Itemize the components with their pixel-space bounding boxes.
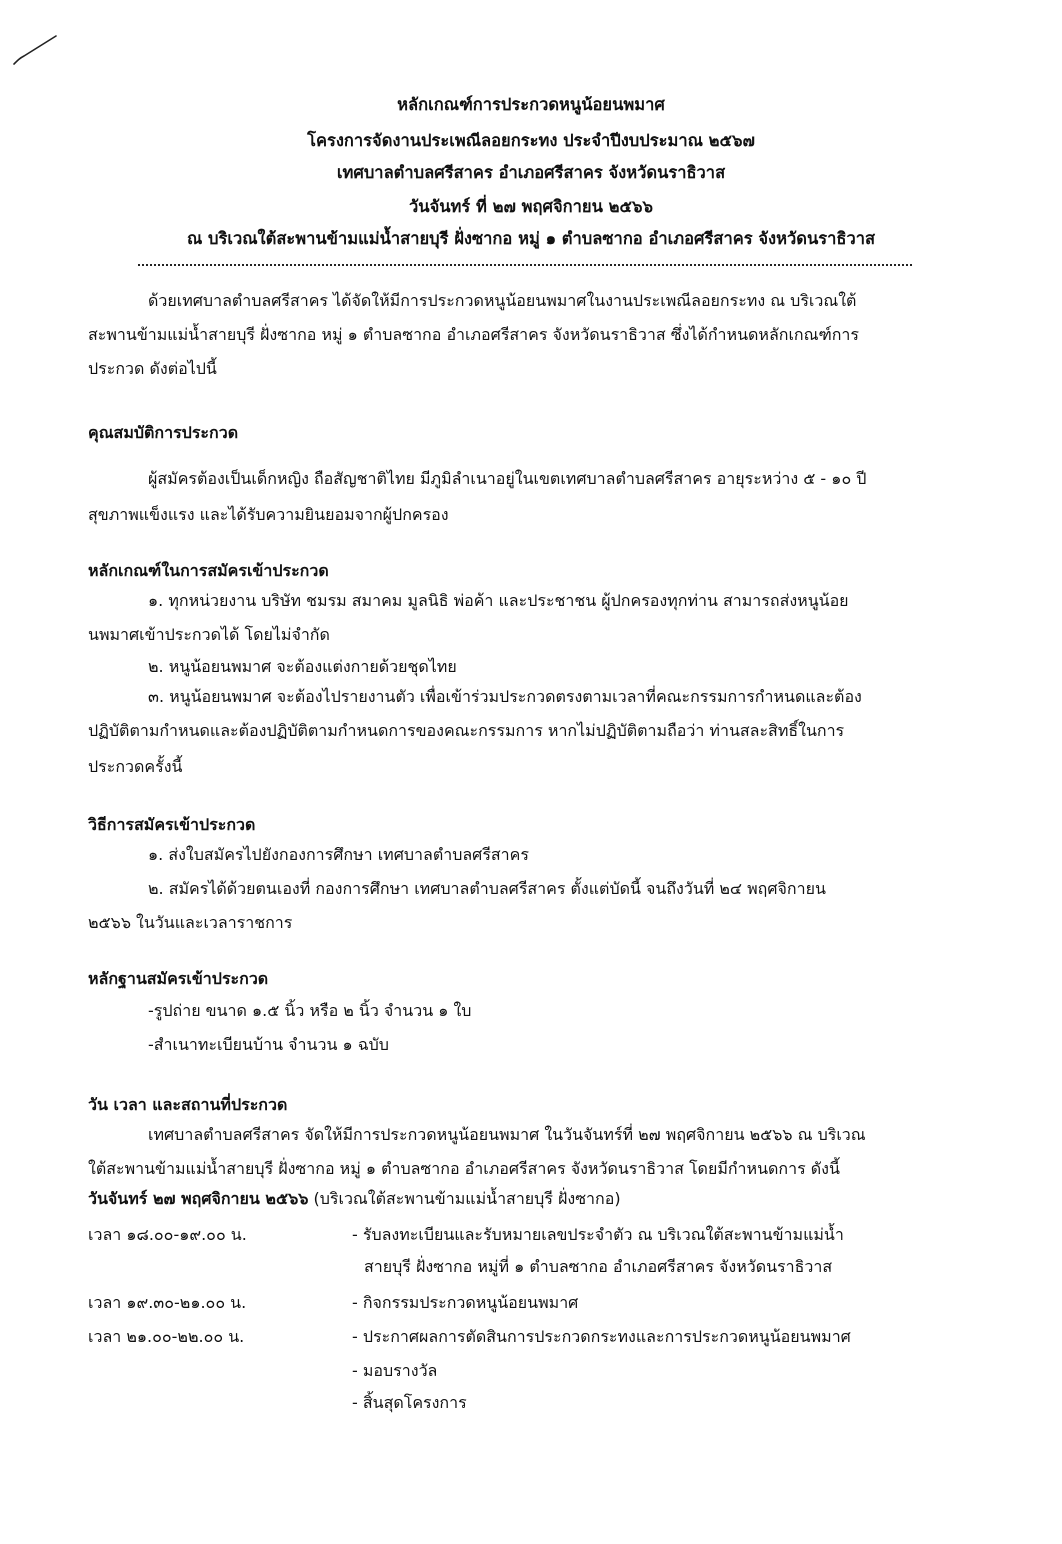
criteria-item-2: ๒. หนูน้อยนพมาศ จะต้องแต่งกายด้วยชุดไทย [148,657,457,676]
schedule-activity-3a: - ประกาศผลการตัดสินการประกวดกระทงและการประกวดหนูน้อยนพมาศ [352,1327,851,1346]
qualifications-line-1: ผู้สมัครต้องเป็นเด็กหญิง ถือสัญชาติไทย มีภูมิลำเนาอยู่ในเขตเทศบาลตำบลศรีสาคร อายุระหว่าง ๕ - ๑๐ ปี [148,469,867,488]
schedule-activity-3b: - มอบรางวัล [352,1361,438,1380]
criteria-item-1a: ๑. ทุกหน่วยงาน บริษัท ชมรม สมาคม มูลนิธิ พ่อค้า และประชาชน ผู้ปกครองทุกท่าน สามารถส่งหนูน้อย [148,591,849,610]
project-title: โครงการจัดงานประเพณีลอยกระทง ประจำปีงบประมาณ ๒๕๖๗ [307,131,755,150]
evidence-heading: หลักฐานสมัครเข้าประกวด [88,969,269,988]
apply-item-2a: ๒. สมัครได้ด้วยตนเองที่ กองการศึกษา เทศบาลตำบลศรีสาคร ตั้งแต่บัดนี้ จนถึงวันที่ ๒๔ พฤศจิกายน [148,879,826,898]
criteria-heading: หลักเกณฑ์ในการสมัครเข้าประกวด [88,561,329,580]
schedule-date-location: (บริเวณใต้สะพานข้ามแม่น้ำสายบุรี ฝั่งซากอ) [308,1189,621,1208]
doc-title: หลักเกณฑ์การประกวดหนูน้อยนพมาศ [397,95,665,114]
evidence-item-2: -สำเนาทะเบียนบ้าน จำนวน ๑ ฉบับ [148,1035,389,1054]
event-date: วันจันทร์ ที่ ๒๗ พฤศจิกายน ๒๕๖๖ [409,197,653,216]
schedule-activity-3c: - สิ้นสุดโครงการ [352,1393,467,1412]
criteria-item-3b: ปฏิบัติตามกำหนดและต้องปฏิบัติตามกำหนดการของคณะกรรมการ หากไม่ปฏิบัติตามถือว่า ท่านสละสิทธิ์ในการ [88,721,845,740]
schedule-activity-1b: สายบุรี ฝั่งซากอ หมู่ที่ ๑ ตำบลซากอ อำเภอศรีสาคร จังหวัดนราธิวาส [364,1257,833,1276]
evidence-item-1: -รูปถ่าย ขนาด ๑.๕ นิ้ว หรือ ๒ นิ้ว จำนวน ๑ ใบ [148,1001,472,1020]
dotted-divider [138,264,912,266]
schedule-time-2: เวลา ๑๙.๓๐-๒๑.๐๐ น. [88,1293,247,1312]
pen-stroke-mark [8,30,58,70]
schedule-time-1: เวลา ๑๘.๐๐-๑๙.๐๐ น. [88,1225,247,1244]
intro-line-3: ประกวด ดังต่อไปนี้ [88,359,217,378]
criteria-item-3c: ประกวดครั้งนี้ [88,757,183,776]
apply-item-2b: ๒๕๖๖ ในวันและเวลาราชการ [88,913,293,932]
intro-line-2: สะพานข้ามแม่น้ำสายบุรี ฝั่งซากอ หมู่ ๑ ตำบลซากอ อำเภอศรีสาคร จังหวัดนราธิวาส ซึ่งได้กำหนดหลักเกณฑ์การ [88,325,859,344]
intro-line-1: ด้วยเทศบาลตำบลศรีสาคร ได้จัดให้มีการประกวดหนูน้อยนพมาศในงานประเพณีลอยกระทง ณ บริเวณใต้ [148,291,857,310]
apply-item-1: ๑. ส่งใบสมัครไปยังกองการศึกษา เทศบาลตำบลศรีสาคร [148,845,529,864]
schedule-heading: วัน เวลา และสถานที่ประกวด [88,1095,288,1114]
criteria-item-3a: ๓. หนูน้อยนพมาศ จะต้องไปรายงานตัว เพื่อเข้าร่วมประกวดตรงตามเวลาที่คณะกรรมการกำหนดและต้อง [148,687,862,706]
schedule-activity-2: - กิจกรรมประกวดหนูน้อยนพมาศ [352,1293,579,1312]
schedule-line-1: เทศบาลตำบลศรีสาคร จัดให้มีการประกวดหนูน้อยนพมาศ ในวันจันทร์ที่ ๒๗ พฤศจิกายน ๒๕๖๖ ณ บริเวณ [148,1125,866,1144]
event-location: ณ บริเวณใต้สะพานข้ามแม่น้ำสายบุรี ฝั่งซากอ หมู่ ๑ ตำบลซากอ อำเภอศรีสาคร จังหวัดนราธิวาส [186,229,876,248]
criteria-item-1b: นพมาศเข้าประกวดได้ โดยไม่จำกัด [88,625,330,644]
schedule-date-line [88,1188,621,1210]
schedule-activity-1a: - รับลงทะเบียนและรับหมายเลขประจำตัว ณ บริเวณใต้สะพานข้ามแม่น้ำ [352,1225,844,1244]
organization: เทศบาลตำบลศรีสาคร อำเภอศรีสาคร จังหวัดนราธิวาส [336,163,726,182]
schedule-time-3: เวลา ๒๑.๐๐-๒๒.๐๐ น. [88,1327,245,1346]
apply-heading: วิธีการสมัครเข้าประกวด [88,815,256,834]
schedule-date-bold: วันจันทร์ ๒๗ พฤศจิกายน ๒๕๖๖ [88,1189,309,1208]
schedule-line-2: ใต้สะพานข้ามแม่น้ำสายบุรี ฝั่งซากอ หมู่ ๑ ตำบลซากอ อำเภอศรีสาคร จังหวัดนราธิวาส โดยมีกำหนดการ ดังนี้ [88,1159,840,1178]
qualifications-heading: คุณสมบัติการประกวด [88,423,239,442]
qualifications-line-2: สุขภาพแข็งแรง และได้รับความยินยอมจากผู้ปกครอง [88,505,449,524]
